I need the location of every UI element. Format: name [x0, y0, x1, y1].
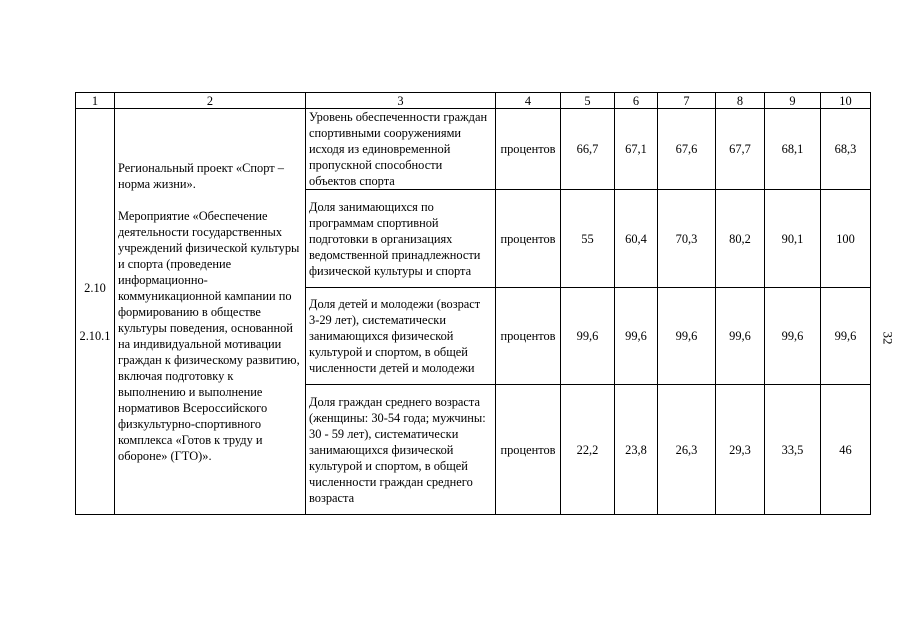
- value-cell: 80,2: [716, 190, 765, 288]
- header-row: [76, 93, 871, 109]
- code-primary: 2.10: [84, 280, 106, 295]
- value-cell: 29,3: [716, 385, 765, 515]
- indicator-cell: Доля детей и молодежи (возраст 3-29 лет), систематически занимающихся физической культурой и спортом, в общей численности детей и молодежи: [306, 288, 496, 385]
- value-cell: 55: [561, 190, 615, 288]
- unit-cell: процентов: [496, 109, 561, 190]
- value-cell: 66,7: [561, 109, 615, 190]
- header-cell: 2: [115, 93, 306, 109]
- value-cell: 23,8: [615, 385, 658, 515]
- value-cell: 26,3: [658, 385, 716, 515]
- value-cell: 68,3: [821, 109, 871, 190]
- header-cell: 5: [561, 93, 615, 109]
- header-cell: 10: [821, 93, 871, 109]
- indicators-table: [75, 92, 871, 515]
- value-cell: 46: [821, 385, 871, 515]
- value-cell: 99,6: [821, 288, 871, 385]
- page-number: 32: [880, 331, 896, 345]
- value-cell: 99,6: [765, 288, 821, 385]
- value-cell: 90,1: [765, 190, 821, 288]
- table-row: [76, 109, 871, 190]
- value-cell: 33,5: [765, 385, 821, 515]
- header-cell: 8: [716, 93, 765, 109]
- project-cell: [115, 109, 306, 515]
- value-cell: 100: [821, 190, 871, 288]
- header-cell: 3: [306, 93, 496, 109]
- value-cell: 22,2: [561, 385, 615, 515]
- header-cell: 7: [658, 93, 716, 109]
- unit-cell: процентов: [496, 385, 561, 515]
- value-cell: 99,6: [658, 288, 716, 385]
- value-cell: 67,6: [658, 109, 716, 190]
- value-cell: 67,7: [716, 109, 765, 190]
- event-description: Мероприятие «Обеспечение деятельности государственных учреждений физической культуры и спорта (проведение информационно-коммуникационной кампании по формированию в обществе культуры поведения, основанной на индивидуальной мотивации граждан к физическому развитию, включая подготовку к выполнению и выполнение нормативов Всероссийского физкультурно-спортивного комплекса «Готов к труду и обороне» (ГТО)».: [118, 208, 300, 463]
- value-cell: 67,1: [615, 109, 658, 190]
- header-cell: 4: [496, 93, 561, 109]
- value-cell: 99,6: [615, 288, 658, 385]
- code-secondary: 2.10.1: [79, 328, 111, 343]
- indicator-cell: Доля граждан среднего возраста (женщины: 30-54 года; мужчины: 30 - 59 лет), систематически занимающихся физической культурой и спортом, в общей численности граждан среднего возраста: [306, 385, 496, 515]
- code-cell: [76, 109, 115, 515]
- unit-cell: процентов: [496, 288, 561, 385]
- header-cell: 1: [76, 93, 115, 109]
- header-cell: 6: [615, 93, 658, 109]
- indicator-cell: Доля занимающихся по программам спортивной подготовки в организациях ведомственной принадлежности физической культуры и спорта: [306, 190, 496, 288]
- unit-cell: процентов: [496, 190, 561, 288]
- project-title: Региональный проект «Спорт – норма жизни».: [118, 160, 284, 191]
- value-cell: 68,1: [765, 109, 821, 190]
- value-cell: 99,6: [716, 288, 765, 385]
- header-cell: 9: [765, 93, 821, 109]
- value-cell: 70,3: [658, 190, 716, 288]
- value-cell: 60,4: [615, 190, 658, 288]
- value-cell: 99,6: [561, 288, 615, 385]
- indicator-cell: Уровень обеспеченности граждан спортивными сооружениями исходя из единовременной пропускной способности объектов спорта: [306, 109, 496, 190]
